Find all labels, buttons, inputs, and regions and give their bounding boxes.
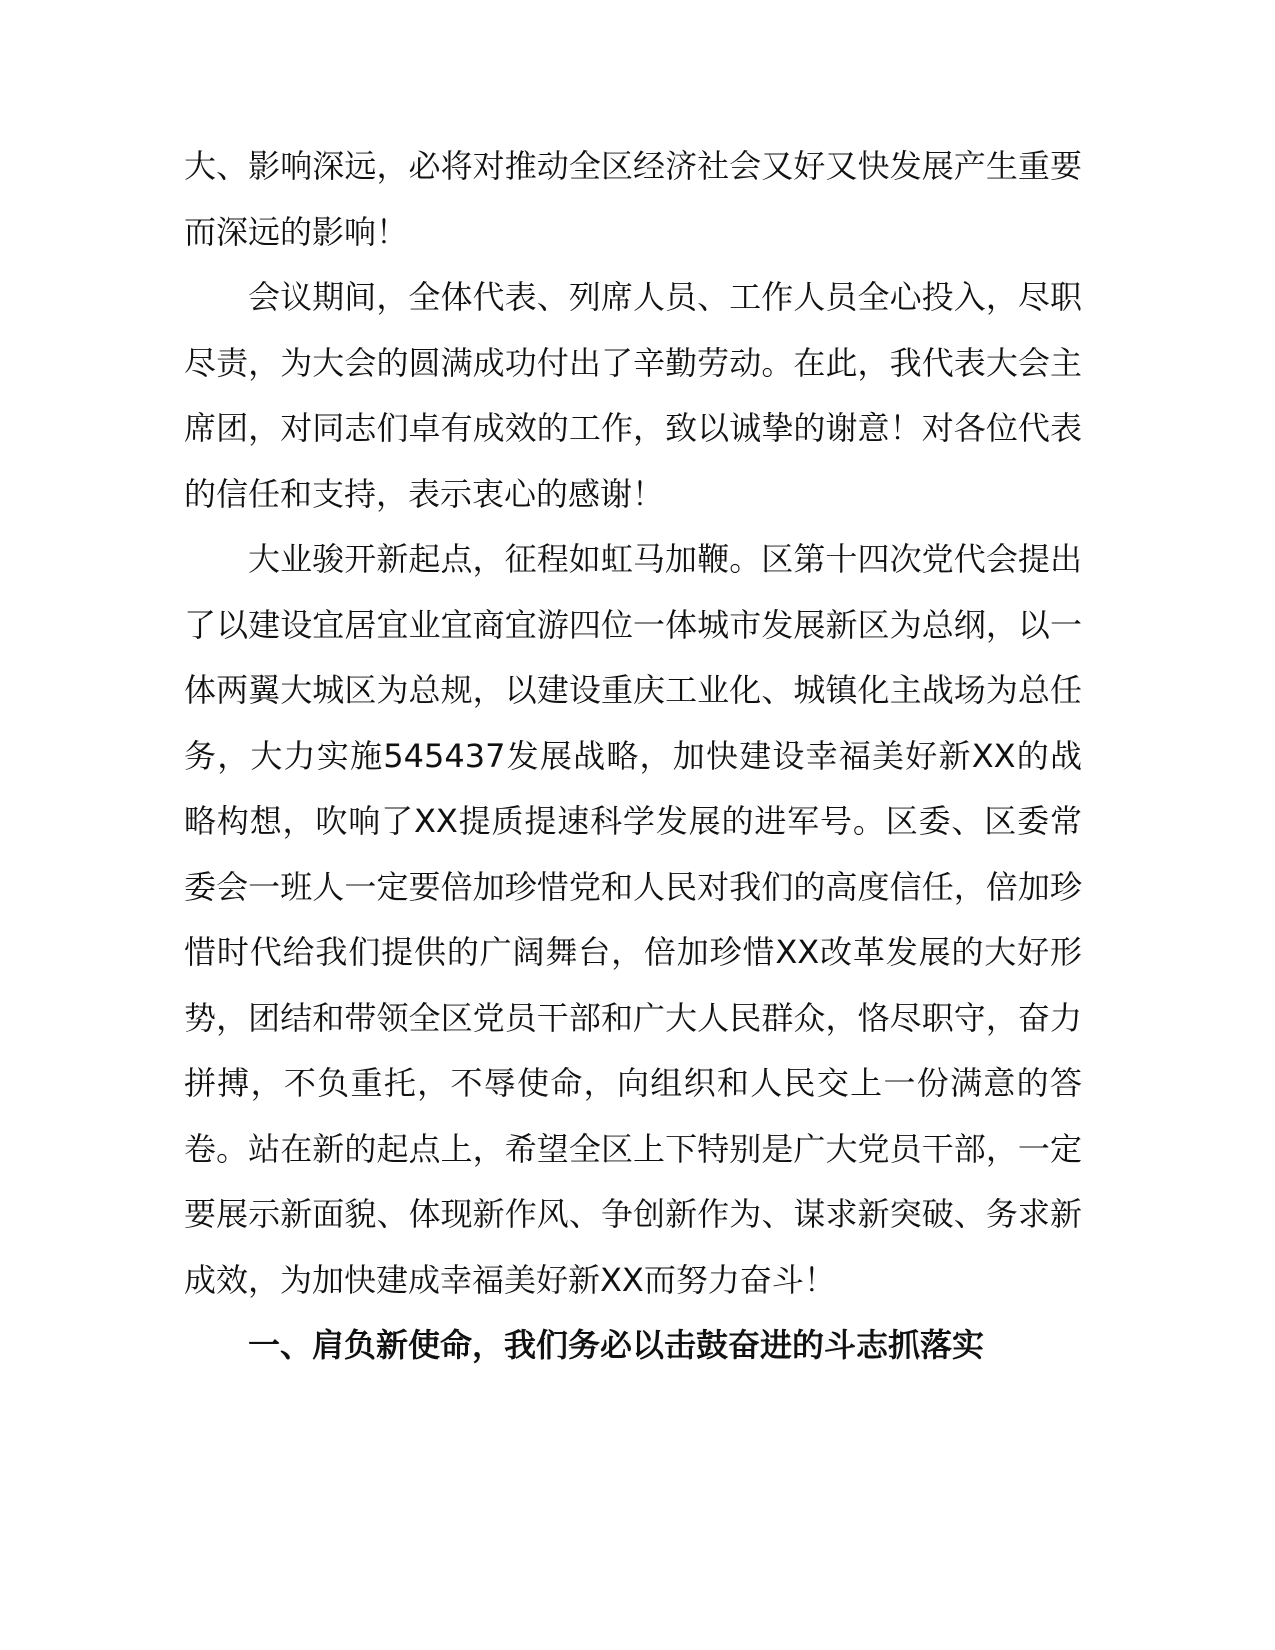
paragraph-thanks: 会议期间，全体代表、列席人员、工作人员全心投入，尽职尽责，为大会的圆满成功付出了辛勤劳动。在此，我代表大会主席团，对同志们卓有成效的工作，致以诚挚的谢意！对各位代表的信任和支持，表示衷心的感谢！ <box>184 278 1082 513</box>
document-body <box>184 134 1082 1379</box>
section-heading: 一、肩负新使命，我们务必以击鼓奋进的斗志抓落实 <box>248 1326 985 1364</box>
paragraph-new-start: 大业骏开新起点，征程如虹马加鞭。区第十四次党代会提出了以建设宜居宜业宜商宜游四位一体城市发展新区为总纲，以一体两翼大城区为总规，以建设重庆工业化、城镇化主战场为总任务，大力实施545437发展战略，加快建设幸福美好新XX的战略构想，吹响了XX提质提速科学发展的进军号。区委、区委常委会一班人一定要倍加珍惜党和人民对我们的高度信任，倍加珍惜时代给我们提供的广阔舞台，倍加珍惜XX改革发展的大好形势，团结和带领全区党员干部和广大人民群众，恪尽职守，奋力拼搏，不负重托，不辱使命，向组织和人民交上一份满意的答卷。站在新的起点上，希望全区上下特别是广大党员干部，一定要展示新面貌、体现新作风、争创新作为、谋求新突破、务求新成效，为加快建成幸福美好新XX而努力奋斗！ <box>184 540 1082 1299</box>
paragraph-continuation: 大、影响深远，必将对推动全区经济社会又好又快发展产生重要而深远的影响！ <box>184 147 1082 251</box>
